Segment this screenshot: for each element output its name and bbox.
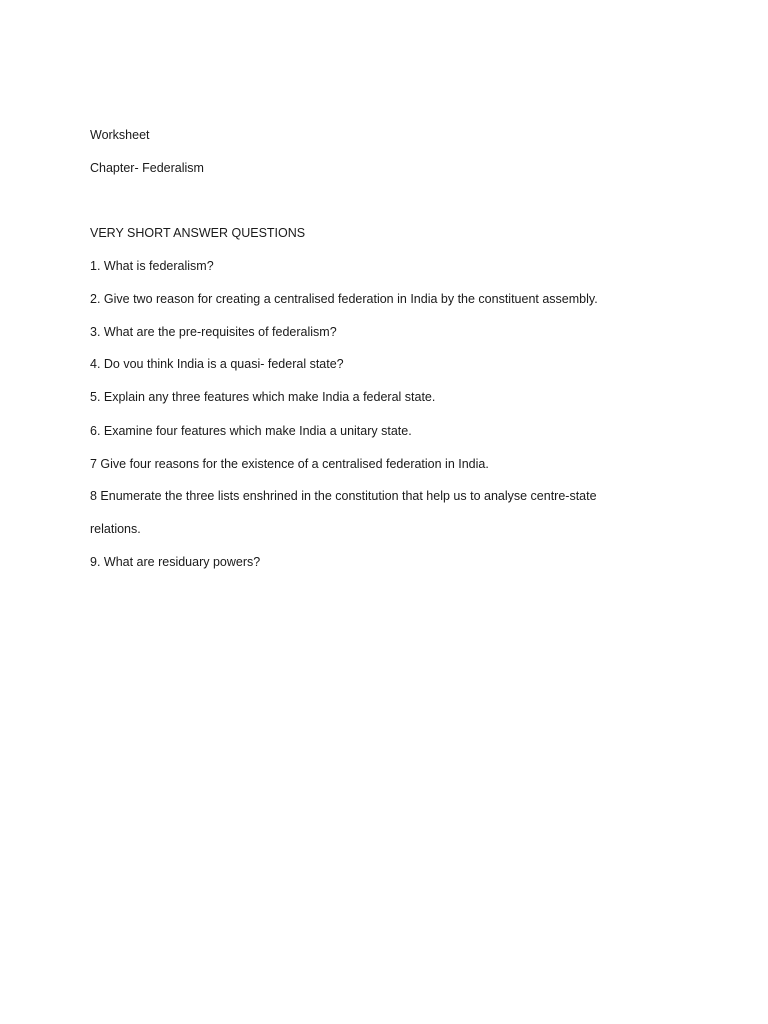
- question-6: 6. Examine four features which make India a unitary state.: [90, 424, 412, 438]
- question-4: 4. Do vou think India is a quasi- federal state?: [90, 357, 344, 371]
- worksheet-title: Worksheet: [90, 128, 150, 142]
- question-2: 2. Give two reason for creating a centralised federation in India by the constituent assembly.: [90, 292, 598, 306]
- question-1: 1. What is federalism?: [90, 259, 214, 273]
- question-9: 9. What are residuary powers?: [90, 555, 261, 569]
- question-5: 5. Explain any three features which make India a federal state.: [90, 390, 436, 404]
- section-heading: VERY SHORT ANSWER QUESTIONS: [90, 226, 306, 240]
- chapter-heading: Chapter- Federalism: [90, 161, 204, 175]
- question-8-continued: relations.: [90, 522, 141, 536]
- question-7: 7 Give four reasons for the existence of a centralised federation in India.: [90, 457, 489, 471]
- question-8: 8 Enumerate the three lists enshrined in the constitution that help us to analyse centre-state: [90, 489, 597, 503]
- question-3: 3. What are the pre-requisites of federalism?: [90, 325, 337, 339]
